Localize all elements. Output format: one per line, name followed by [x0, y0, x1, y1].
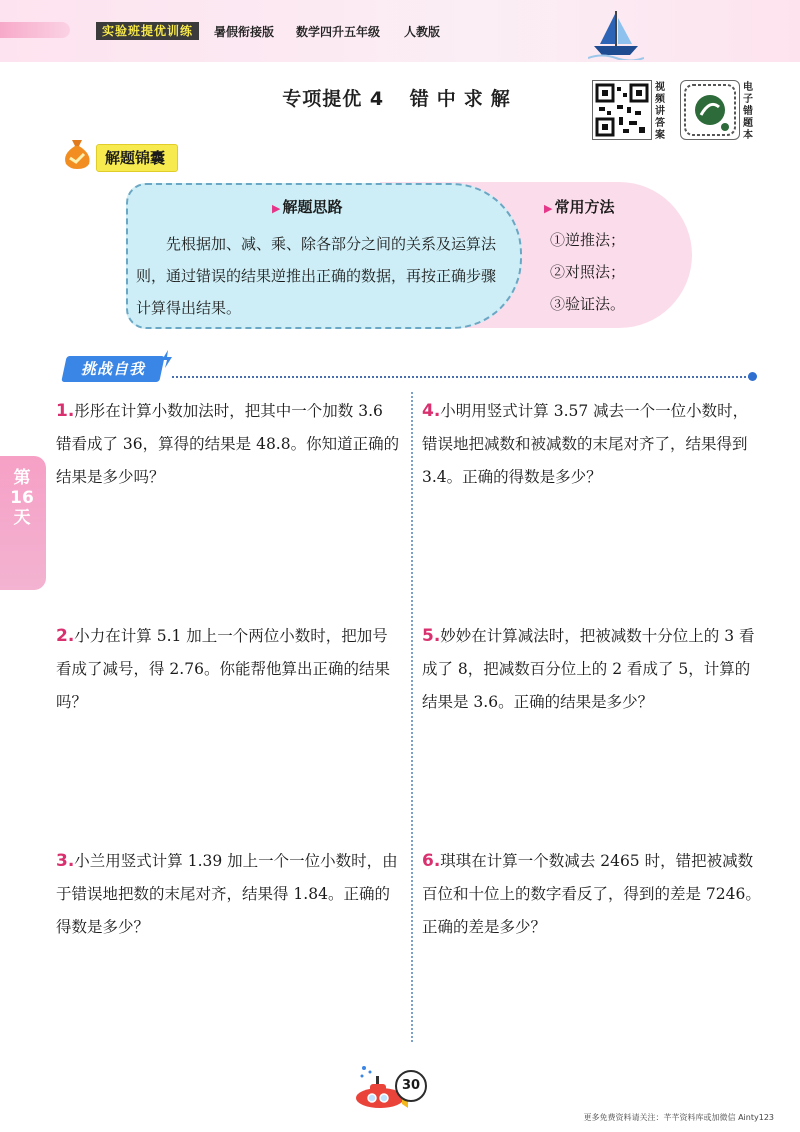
problem-number: 3. [56, 851, 75, 871]
footer-note: 更多免费资料请关注：芊芊资料库或加微信 Ainty123 [583, 1113, 774, 1122]
problem-6 [422, 845, 762, 944]
problem-text: 妙妙在计算减法时，把被减数十分位上的 3 看成了 8，把减数百分位上的 2 看成了 5，计算的结果是 3.6。正确的结果是多少？ [422, 627, 755, 711]
problem-2 [56, 620, 401, 719]
problem-text: 小兰用竖式计算 1.39 加上一个一位小数时，由于错误地把数的末尾对齐，结果得 1.84。正确的得数是多少？ [56, 852, 398, 936]
qr-code-icon[interactable] [592, 80, 652, 140]
challenge-divider-dot [748, 372, 757, 381]
edition-label: 暑假衔接版 [214, 25, 275, 39]
ideas-heading: ▶ 解题思路 [272, 198, 343, 216]
tips-title: 解题锦囊 [96, 144, 178, 172]
problem-text: 彤彤在计算小数加法时，把其中一个加数 3.6 错看成了 36，算得的结果是 48.8。你知道正确的结果是多少吗？ [56, 402, 400, 486]
method-item: ②对照法； [550, 263, 626, 281]
column-divider [411, 392, 413, 1042]
problem-number: 5. [422, 626, 441, 646]
method-item: ③验证法。 [550, 295, 626, 313]
problem-3 [56, 845, 401, 944]
error-book-label: 电子错题本 [743, 82, 753, 141]
title-topic: 错中求解 [409, 88, 518, 110]
page-number: 30 [395, 1070, 427, 1102]
publisher-label: 人教版 [404, 25, 441, 39]
series-name: 实验班提优训练 [96, 22, 199, 40]
triangle-icon: ▶ [544, 202, 553, 215]
triangle-icon: ▶ [272, 202, 281, 215]
method-item: ①逆推法； [550, 231, 626, 249]
lightning-icon [160, 350, 174, 368]
error-book-qr-icon[interactable] [680, 80, 740, 140]
problem-text: 小力在计算 5.1 加上一个两位小数时，把加号看成了减号，得 2.76。你能帮他算出正确的结果吗？ [56, 627, 390, 711]
problem-text: 琪琪在计算一个数减去 2465 时，错把被减数百位和十位上的数字看反了，得到的差是 7246。正确的差是多少？ [422, 852, 761, 936]
header-decoration [0, 22, 70, 38]
subject-grade-label: 数学四升五年级 [296, 25, 381, 39]
problem-5 [422, 620, 762, 719]
challenge-divider [172, 376, 750, 378]
boat-icon [588, 8, 644, 60]
problem-number: 2. [56, 626, 75, 646]
day-tab-label: 第16天 [10, 468, 34, 528]
video-answer-label: 视频讲答案 [655, 82, 665, 141]
problem-number: 4. [422, 401, 441, 421]
problem-number: 6. [422, 851, 441, 871]
challenge-title: 挑战自我 [80, 360, 145, 378]
methods-heading: ▶ 常用方法 [544, 198, 615, 216]
problem-text: 小明用竖式计算 3.57 减去一个一位小数时，错误地把减数和被减数的末尾对齐了，结果得到 3.4。正确的得数是多少？ [422, 402, 749, 486]
money-bag-icon [60, 134, 94, 170]
problem-number: 1. [56, 401, 75, 421]
problem-4 [422, 395, 762, 494]
problem-1 [56, 395, 401, 494]
title-main: 专项提优 4 [282, 88, 385, 110]
ideas-text: 先根据加、减、乘、除各部分之间的关系及运算法则，通过错误的结果逆推出正确的数据，再按正确步骤计算得出结果。 [136, 235, 497, 317]
